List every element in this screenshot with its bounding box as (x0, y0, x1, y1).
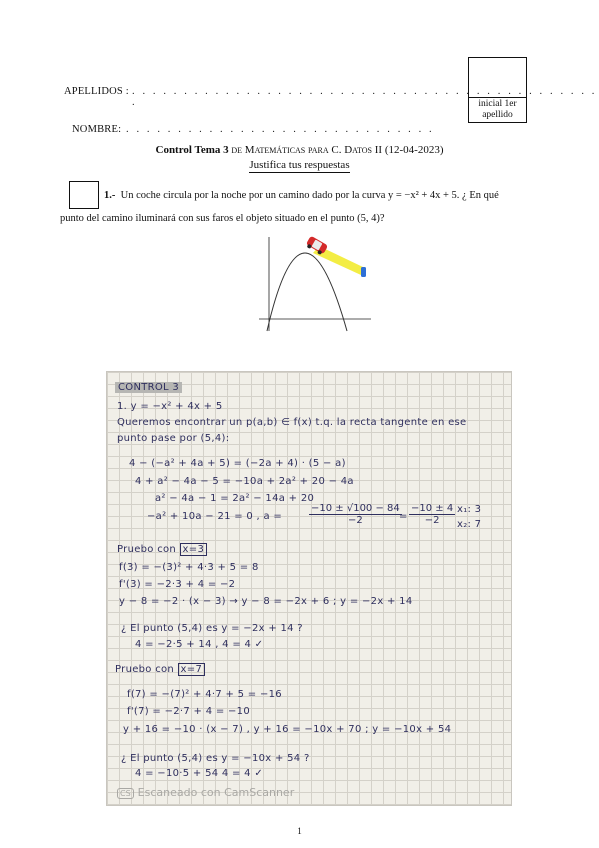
hw-line: ¿ El punto (5,4) es y = −10x + 54 ? (121, 753, 310, 764)
hw-subheading-label: Pruebo con (117, 544, 177, 555)
hw-line: 4 + a² − 4a − 5 = −10a + 2a² + 20 − 4a (135, 476, 354, 487)
exam-subtitle (0, 159, 599, 171)
exam-title-rest: de Matemáticas para C. Datos II (12-04-2023) (231, 144, 444, 156)
question-line-2: punto del camino iluminará con sus faros el objeto situado en el punto (5, 4)? (60, 213, 385, 224)
hw-line: f(7) = −(7)² + 4·7 + 5 = −16 (127, 689, 282, 700)
initial-box-caption-line1: inicial 1er (478, 99, 517, 109)
apellidos-label: APELLIDOS : (64, 86, 129, 97)
hw-line: 4 = −10·5 + 54 4 = 4 ✓ (135, 768, 264, 779)
simplified-fraction (409, 503, 455, 526)
nombre-field[interactable]: . . . . . . . . . . . . . . . . . . . . . . . . . . . . . . (126, 124, 435, 135)
camscanner-logo-icon: CS (117, 788, 134, 799)
apellidos-field[interactable]: . . . . . . . . . . . . . . . . . . . . . . . . . . . . . . . . . . . . . . . . . . . . . . (132, 86, 598, 108)
parabola-figure (255, 233, 375, 333)
page-number: 1 (297, 826, 302, 836)
hw-line: 4 = −2·5 + 14 , 4 = 4 ✓ (135, 639, 264, 650)
hw-heading: CONTROL 3 (115, 382, 182, 393)
hw-line: f'(3) = −2·3 + 4 = −2 (119, 579, 236, 590)
quadratic-formula-fraction (309, 503, 402, 526)
initial-box-caption (469, 99, 526, 121)
hw-line: Queremos encontrar un p(a,b) ∈ f(x) t.q. la recta tangente en ese (117, 417, 467, 428)
hw-line: 1. y = −x² + 4x + 5 (117, 401, 223, 412)
fraction-numerator: −10 ± √100 − 84 (311, 503, 400, 514)
hw-line: 4 − (−a² + 4a + 5) = (−2a + 4) · (5 − a) (129, 458, 346, 469)
hw-subheading (117, 544, 207, 555)
target-object-icon (361, 267, 366, 277)
hw-line: punto pase por (5,4): (117, 433, 230, 444)
hw-line: ¿ El punto (5,4) es y = −2x + 14 ? (121, 623, 303, 634)
initial-box[interactable] (468, 57, 527, 123)
fraction-denominator: −2 (348, 515, 363, 526)
hw-line: f(3) = −(3)² + 4·3 + 5 = 8 (119, 562, 259, 573)
initial-box-divider (469, 97, 526, 98)
score-box[interactable] (69, 181, 99, 209)
nombre-label: NOMBRE: (72, 124, 122, 135)
hw-boxed-value: x=7 (178, 663, 206, 676)
hw-line: y − 8 = −2 · (x − 3) → y − 8 = −2x + 6 ; y = −2x + 14 (119, 596, 413, 607)
watermark-text: Escaneado con CamScanner (137, 786, 295, 799)
initial-box-caption-line2: apellido (482, 110, 513, 120)
hw-root: x₁: 3 (457, 504, 482, 515)
exam-title (0, 144, 599, 156)
hw-subheading (115, 664, 205, 675)
hw-boxed-value: x=3 (180, 543, 208, 556)
scanner-watermark (117, 786, 294, 799)
question-number: 1.- (104, 190, 116, 201)
exam-title-bold: Control Tema 3 (155, 144, 229, 156)
hw-line: −a² + 10a − 21 = 0 , a = (147, 511, 283, 522)
fraction-numerator: −10 ± 4 (411, 503, 454, 514)
question-line-1 (104, 190, 499, 201)
hw-subheading-label: Pruebo con (115, 664, 175, 675)
question-text-1: Un coche circula por la noche por un camino dado por la curva y = −x² + 4x + 5. ¿ En qué (120, 190, 499, 201)
hw-line: a² − 4a − 1 = 2a² − 14a + 20 (155, 493, 315, 504)
scanned-answer (106, 371, 512, 806)
hw-root: x₂: 7 (457, 519, 482, 530)
exam-subtitle-text: Justifica tus respuestas (249, 159, 350, 171)
hw-line: y + 16 = −10 · (x − 7) , y + 16 = −10x + 70 ; y = −10x + 54 (123, 724, 452, 735)
fraction-denominator: −2 (424, 515, 440, 526)
hw-equals: = (399, 511, 408, 522)
hw-line: f'(7) = −2·7 + 4 = −10 (127, 706, 250, 717)
